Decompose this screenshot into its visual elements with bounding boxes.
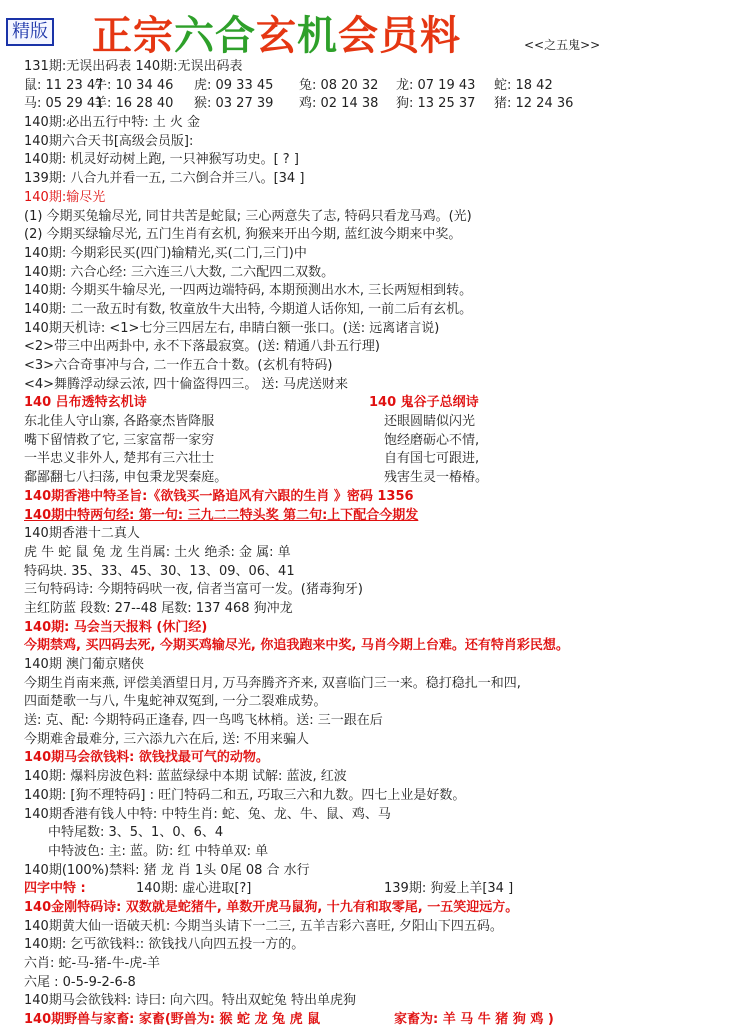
text-line: <3>六合奇事冲与合, 二一作五合十数。(玄机有特码) xyxy=(24,358,333,373)
text-cell: 蛇: 18 42 xyxy=(494,77,553,93)
text-cell: 嘴下留情救了它, 三家富帮一家穷 xyxy=(24,432,215,448)
text-line: 140期香港有钱人中特: 中特生肖: 蛇、兔、龙、牛、鼠、鸡、马 xyxy=(24,806,391,822)
title-char: 合 xyxy=(215,12,256,59)
text-cell: 饱经磨砺心不情, xyxy=(384,432,480,448)
text-line: 140期:必出五行中特: 土 火 金 xyxy=(24,115,200,131)
text-line: 140期(100%)禁料: 猪 龙 肖 1头 0尾 08 合 水行 xyxy=(24,862,310,878)
text-cell: 残害生灵一椿椿。 xyxy=(384,470,489,486)
title-char: 宗 xyxy=(133,12,174,59)
text-line: 特码块. 35、33、45、30、13、09、06、41 xyxy=(24,563,295,579)
text-line: 今期生肖南来燕, 评偿美酒望日月, 万马奔腾齐齐来, 双喜临门三一来。稳打稳扎一和四, xyxy=(24,675,521,691)
text-cell: 东北佳人守山寨, 各路豪杰皆降服 xyxy=(24,414,215,430)
text-line: 140期: 今期彩民买(四门)输精光,买(二门,三门)中 xyxy=(24,245,307,261)
title-char: 机 xyxy=(297,12,338,59)
text-line xyxy=(24,880,744,899)
text-line: 六肖: 蛇-马-猪-牛-虎-羊 xyxy=(24,956,160,971)
text-cell: 马: 05 29 41 xyxy=(24,96,104,112)
text-line: (1) 今期买兔输尽光, 同甘共苦是蛇鼠; 三心两意失了志, 特码只看龙马鸡。(光) xyxy=(24,208,472,224)
text-line: 140金刚特码诗: 双数就是蛇猪牛, 单数开虎马鼠狗, 十九有和取零尾, 一五笑迎远方。 xyxy=(24,899,519,915)
text-line: 今期禁鸡, 买四码去死, 今期买鸡输尽光, 你追我跑来中奖, 马肖今期上台难。还有特肖彩民想。 xyxy=(24,638,569,654)
text-cell: 140 吕布透特玄机诗 xyxy=(24,395,147,411)
text-line xyxy=(24,77,744,96)
text-cell: 羊: 16 28 40 xyxy=(94,96,174,112)
title-char: 会 xyxy=(338,12,379,59)
edition-badge: 精版 xyxy=(6,18,54,46)
text-line: 140期: 六合心经: 三六连三八大数, 二六配四二双数。 xyxy=(24,264,335,280)
text-line xyxy=(24,413,744,432)
page-title xyxy=(92,4,461,61)
text-line: 140期: [狗不理特码] : 旺门特码二和五, 巧取三六和九数。四七上业是好数。 xyxy=(24,787,466,803)
page-subtitle: <<之五鬼>> xyxy=(524,38,601,52)
text-line: <4>舞腾浮动绿云浓, 四十倫盗得四三。 送: 马虎送财来 xyxy=(24,376,348,392)
text-line xyxy=(24,469,744,488)
text-line: 中特尾数: 3、5、1、0、6、4 xyxy=(48,825,224,841)
text-line: 140期: 马会当天报料 (休门经) xyxy=(24,619,208,635)
text-line: 140期: 今期买牛输尽光, 一四两边端特码, 本期预测出水木, 三长两短相到转。 xyxy=(24,283,473,299)
text-cell: 鄱鄙翻七八扫荡, 申包秉龙哭秦庭。 xyxy=(24,470,228,486)
text-line xyxy=(24,1011,744,1030)
text-cell: 还眼圆睛似闪光 xyxy=(384,414,476,430)
text-cell: 一半忠义非外人, 楚邦有三六壮士 xyxy=(24,451,215,467)
text-line xyxy=(24,432,744,451)
text-line: 140期马会欲钱料: 诗曰: 向六四。特出双蛇兔 特出单虎狗 xyxy=(24,993,356,1009)
text-line: 送: 克、配: 今期特码正逢春, 四一鸟鸣飞林梢。送: 三一跟在后 xyxy=(24,713,383,729)
text-line: 140期马会欲钱料: 欲钱找最可气的动物。 xyxy=(24,750,269,766)
text-cell: 龙: 07 19 43 xyxy=(396,77,476,93)
text-cell: 猴: 03 27 39 xyxy=(194,96,274,112)
text-line xyxy=(24,450,744,469)
text-line: 140期: 二一敌五时有数, 牧童放牛大出特, 今期道人话你知, 一前二后有玄机。 xyxy=(24,301,473,317)
title-char: 六 xyxy=(174,12,215,59)
title-char: 员 xyxy=(379,12,420,59)
text-line: 140期中特两句经: 第一句: 三九二二特头奖 第二句:上下配合今期发 xyxy=(24,507,419,523)
text-line: 今期难舍最难分, 三六添九六在后, 送: 不用来骗人 xyxy=(24,731,310,747)
text-line: 140期 澳门葡京赌侠 xyxy=(24,657,144,672)
text-line: 140期: 爆料房波色料: 蓝蓝绿绿中本期 试解: 蓝波, 红波 xyxy=(24,769,347,785)
text-cell: 牛: 10 34 46 xyxy=(94,77,174,93)
text-line: 140期:输尽光 xyxy=(24,189,106,205)
text-line: 140期: 乞丐欲钱料:: 欲钱找八向四五投一方的。 xyxy=(24,937,305,953)
text-cell: 自有国七可跟进, xyxy=(384,451,480,467)
title-char: 料 xyxy=(420,12,461,59)
text-cell: 虎: 09 33 45 xyxy=(194,77,274,93)
text-line: 中特波色: 主: 蓝。防: 红 中特单双: 单 xyxy=(48,843,269,859)
text-line: 虎 牛 蛇 鼠 兔 龙 生肖属: 土火 绝杀: 金 属: 单 xyxy=(24,544,291,560)
text-line: 140期黄大仙一语破天机: 今期当头请下一二三, 五羊吉彩六喜旺, 夕阳山下四五码。 xyxy=(24,918,503,934)
text-cell: 鼠: 11 23 47 xyxy=(24,77,104,93)
text-line: 主红防蓝 段数: 27--48 尾数: 137 468 狗冲龙 xyxy=(24,600,293,616)
text-cell: 兔: 08 20 32 xyxy=(299,77,379,93)
text-cell: 四字中特 : xyxy=(24,881,86,897)
text-line: 140期香港中特圣旨:《欲钱买一路追风有六跟的生肖 》密码 1356 xyxy=(24,488,414,504)
text-line: 三句特码诗: 今期特码吠一夜, 信者当富可一发。(猪毒狗牙) xyxy=(24,582,363,598)
text-cell: 140 鬼谷子总纲诗 xyxy=(369,395,479,411)
text-line: 131期:无误出码表 140期:无误出码表 xyxy=(24,59,243,74)
text-line: (2) 今期买绿输尽光, 五门生肖有玄机, 狗猴来开出今期, 蓝红波今期来中奖。 xyxy=(24,227,462,243)
text-line: 140期香港十二真人 xyxy=(24,526,140,542)
title-char: 玄 xyxy=(256,12,297,59)
header xyxy=(0,0,748,58)
text-cell: 猪: 12 24 36 xyxy=(494,96,574,112)
text-cell: 狗: 13 25 37 xyxy=(396,96,476,112)
text-line: 四面楚歌一与八, 牛鬼蛇神双冤到, 一分二裂难成势。 xyxy=(24,694,327,710)
text-cell: 139期: 狗爱上羊[34 ] xyxy=(384,881,514,897)
text-line: 140期天机诗: <1>七分三四居左右, 串睛白额一张口。(送: 远离诸言说) xyxy=(24,320,440,336)
text-line: 140期: 机灵好动树上跑, 一只神猴写功史。[ ? ] xyxy=(24,152,299,168)
text-line: 140期六合天书[高级会员版]: xyxy=(24,133,194,149)
text-cell: 140期野兽与家畜: 家畜(野兽为: 猴 蛇 龙 兔 虎 鼠 xyxy=(24,1012,321,1028)
text-line xyxy=(24,95,744,114)
document-body xyxy=(24,58,744,1030)
text-line: 六尾 : 0-5-9-2-6-8 xyxy=(24,974,136,990)
text-cell: 鸡: 02 14 38 xyxy=(299,96,379,112)
text-line: <2>带三中出两卦中, 永不下落最寂寞。(送: 精通八卦五行理) xyxy=(24,339,380,355)
text-line xyxy=(24,394,744,413)
text-line: 139期: 八合九并看一五, 二六倒合并三八。[34 ] xyxy=(24,171,305,187)
text-cell: 140期: 虚心进取[?] xyxy=(136,881,252,897)
title-char: 正 xyxy=(92,12,133,59)
text-cell: 家畜为: 羊 马 牛 猪 狗 鸡 ) xyxy=(394,1012,554,1028)
